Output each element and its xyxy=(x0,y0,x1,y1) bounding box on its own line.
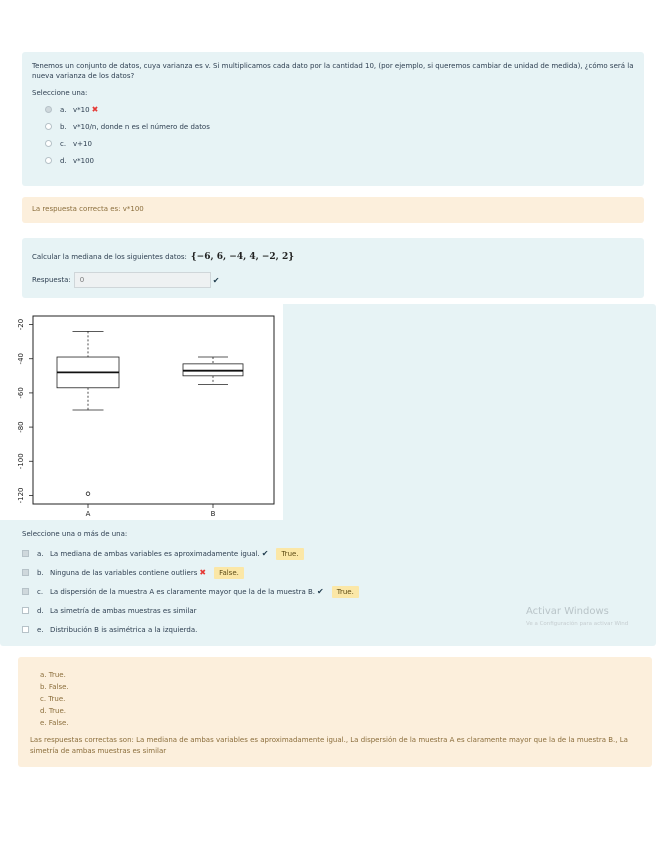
question-2 xyxy=(22,238,644,298)
boxplot-chart xyxy=(0,304,283,520)
y-tick-label: -100 xyxy=(17,453,25,470)
option-label: v*10 xyxy=(73,105,90,114)
radio-button[interactable] xyxy=(45,123,52,130)
checkbox[interactable] xyxy=(22,550,29,557)
option-label: La dispersión de la muestra A es claramente mayor que la de la muestra B. xyxy=(50,587,315,596)
option-letter: b. xyxy=(37,568,44,577)
question-1-feedback xyxy=(22,197,644,223)
q1-option-a[interactable] xyxy=(32,101,634,118)
feedback-item: b. False. xyxy=(40,683,69,691)
option-label: v+10 xyxy=(73,139,92,148)
correct-check-icon: ✔ xyxy=(317,587,324,596)
y-tick-label: -20 xyxy=(17,318,25,331)
question-3-feedback xyxy=(18,657,652,767)
option-letter: e. xyxy=(37,625,44,634)
correct-answers-summary: Las respuestas correctas son: La mediana de ambas variables es aproximadamente igual., La dispersión de la muestra A es claramente mayor que la de la muestra B., La simetría de ambas muestras es similar xyxy=(30,736,628,755)
answer-tag: False. xyxy=(214,567,244,579)
q3-option-b[interactable] xyxy=(16,563,359,582)
question-2-text xyxy=(32,246,634,268)
q3-option-e[interactable] xyxy=(16,620,359,639)
question-2-label: Calcular la mediana de los siguientes datos: xyxy=(32,253,187,261)
checkbox[interactable] xyxy=(22,588,29,595)
answer-tag: True. xyxy=(276,548,303,560)
answer-input[interactable]: 0 xyxy=(74,272,211,288)
option-label: v*100 xyxy=(73,156,95,165)
question-1-prompt: Seleccione una: xyxy=(32,89,88,97)
option-letter: c. xyxy=(37,587,44,596)
correct-check-icon: ✔ xyxy=(212,275,220,285)
y-tick-label: -80 xyxy=(17,421,25,433)
checkbox[interactable] xyxy=(22,569,29,576)
correct-check-icon: ✔ xyxy=(261,549,269,558)
q1-option-b[interactable] xyxy=(32,118,634,135)
question-3-prompt: Seleccione una o más de una: xyxy=(22,530,128,538)
answer-tag: True. xyxy=(332,586,359,598)
q1-option-d[interactable] xyxy=(32,152,634,169)
radio-button[interactable] xyxy=(45,140,52,147)
x-tick-label: A xyxy=(85,510,91,518)
activate-windows-watermark: Activar Windows xyxy=(526,606,609,617)
activate-windows-subtext: Ve a Configuración para activar Wind xyxy=(526,621,629,627)
option-label: Distribución B is asimétrica a la izquierda. xyxy=(50,625,198,634)
option-letter: c. xyxy=(60,139,67,148)
y-tick-label: -120 xyxy=(17,487,25,504)
x-tick-label: B xyxy=(210,510,216,518)
radio-button[interactable] xyxy=(45,106,52,113)
outlier-point xyxy=(86,492,90,496)
incorrect-x-icon: ✖ xyxy=(91,105,99,114)
q3-option-a[interactable] xyxy=(16,544,359,563)
incorrect-x-icon: ✖ xyxy=(199,568,207,577)
option-label: La mediana de ambas variables es aproximadamente igual. xyxy=(50,549,260,558)
option-letter: d. xyxy=(60,156,67,165)
option-label: v*10/n, donde n es el número de datos xyxy=(73,122,210,131)
correct-answer-text: La respuesta correcta es: v*100 xyxy=(32,205,144,213)
option-label: La simetría de ambas muestras es similar xyxy=(50,606,197,615)
q1-option-c[interactable] xyxy=(32,135,634,152)
question-1 xyxy=(22,52,644,186)
option-label: Ninguna de las variables contiene outliers xyxy=(50,568,198,577)
feedback-item: c. True. xyxy=(40,695,66,703)
question-1-text: Tenemos un conjunto de datos, cuya varianza es v. Si multiplicamos cada dato por la cantidad 10, (por ejemplo, si queremos cambiar de unidad de medida), ¿cómo será la nueva varianza de los datos? xyxy=(32,62,634,80)
option-letter: b. xyxy=(60,122,67,131)
q3-option-d[interactable] xyxy=(16,601,359,620)
checkbox[interactable] xyxy=(22,626,29,633)
question-3 xyxy=(0,304,656,646)
option-letter: a. xyxy=(37,549,44,558)
checkbox[interactable] xyxy=(22,607,29,614)
plot-frame xyxy=(33,316,274,504)
y-tick-label: -60 xyxy=(17,387,25,399)
feedback-item: a. True. xyxy=(40,671,66,679)
feedback-item: e. False. xyxy=(40,719,69,727)
answer-label: Respuesta: xyxy=(32,276,71,284)
option-letter: d. xyxy=(37,606,44,615)
y-tick-label: -40 xyxy=(17,353,25,365)
option-letter: a. xyxy=(60,105,67,114)
data-set-math: {−6, 6, −4, 4, −2, 2} xyxy=(190,252,294,262)
boxplot-svg xyxy=(0,304,283,520)
radio-button[interactable] xyxy=(45,157,52,164)
q3-option-c[interactable] xyxy=(16,582,359,601)
feedback-item: d. True. xyxy=(40,707,66,715)
answer-row xyxy=(32,272,634,288)
